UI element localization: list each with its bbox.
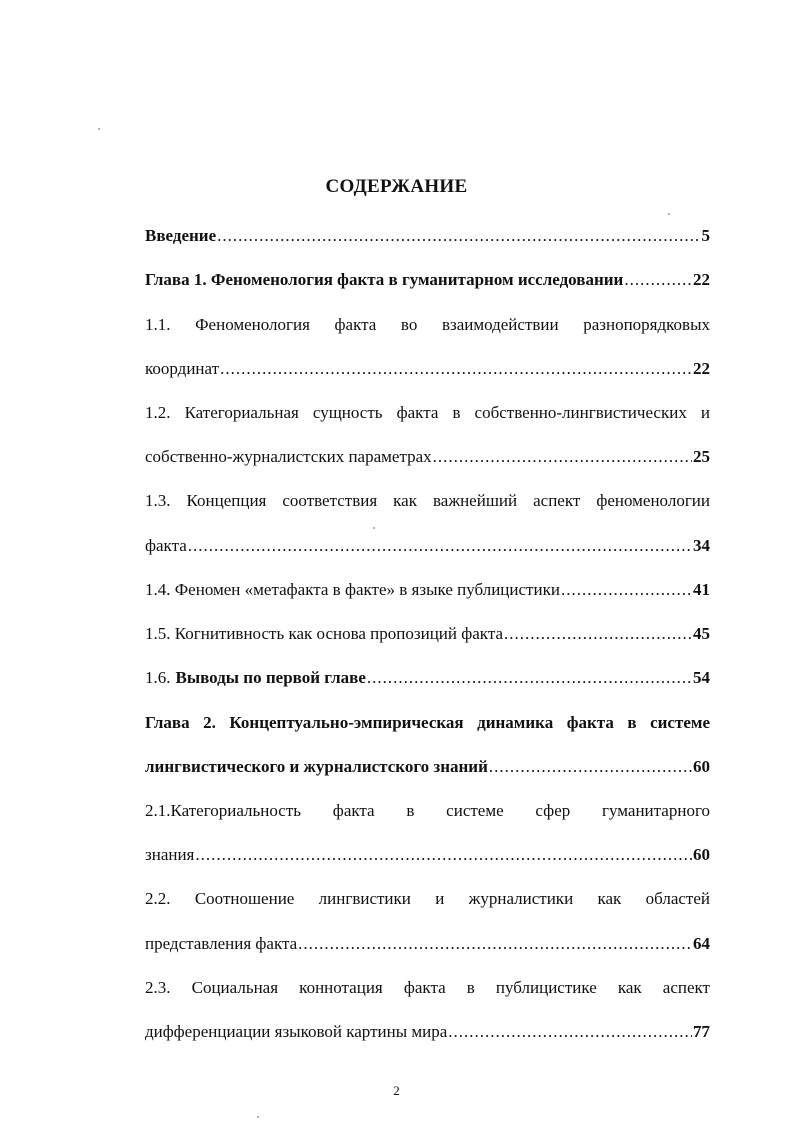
toc-entry-1-6 [145,666,710,690]
leader-dots [220,357,692,381]
toc-entry-chapter-2-page: 60 [693,757,710,776]
leader-dots [298,932,692,956]
leader-dots [448,1020,692,1044]
toc-entry-chapter-2 [145,755,710,779]
toc-entry-intro-page: 5 [701,226,710,245]
page-number: 2 [393,1083,400,1098]
toc-entry-1-1-line2: координат [145,359,220,378]
toc-entry-2-1 [145,843,710,867]
leader-dots [489,755,692,779]
toc-entry-1-5-page: 45 [693,624,710,643]
toc-entry-2-3-line1: 2.3. Социальная коннотация факта в публицистике как аспект [145,978,710,997]
toc-entry-chapter-1-text: Глава 1. Феноменология факта в гуманитарном исследовании [145,270,624,289]
toc-entry-1-2-line1: 1.2. Категориальная сущность факта в собственно-лингвистических и [145,403,710,422]
toc-entry-1-3 [145,534,710,558]
toc-entry-1-5 [145,622,710,646]
scan-speck [373,527,375,529]
toc-entry-2-2-page: 64 [693,934,710,953]
leader-dots [504,622,692,646]
leader-dots [433,445,692,469]
toc-entry-1-4-page: 41 [693,580,710,599]
toc-entry-2-2 [145,932,710,956]
scan-speck [98,128,100,130]
toc-entry-1-1-line1: 1.1. Феноменология факта во взаимодействии разнопорядковых [145,315,710,334]
toc-entry-1-3-line1: 1.3. Концепция соответствия как важнейший аспект феноменологии [145,491,710,510]
toc-entry-1-6-page: 54 [693,668,710,687]
scan-speck [668,213,670,215]
toc-entry-1-3-line2: факта [145,536,187,555]
leader-dots [195,843,692,867]
toc-entry-1-1 [145,357,710,381]
leader-dots [561,578,692,602]
toc-entry-2-3-line2: дифференциации языковой картины мира [145,1022,448,1041]
toc-entry-1-2-line2: собственно-журналистских параметрах [145,447,432,466]
toc-entry-2-2-line1: 2.2. Соотношение лингвистики и журналистики как областей [145,889,710,908]
toc-entry-2-3-page: 77 [693,1022,710,1041]
toc-entry-1-4 [145,578,710,602]
toc-entry-chapter-2-line2: лингвистического и журналистского знаний [145,757,488,776]
leader-dots [188,534,692,558]
toc-entry-1-2-page: 25 [693,447,710,466]
toc-entry-intro [145,224,710,248]
toc-entry-1-6-text: Выводы по первой главе [175,668,366,687]
leader-dots [217,224,700,248]
scan-speck [257,1116,259,1118]
toc-entry-2-1-line2: знания [145,845,195,864]
toc-entry-2-3 [145,1020,710,1044]
toc-title: СОДЕРЖАНИЕ [325,176,468,197]
toc-entry-2-1-page: 60 [693,845,710,864]
leader-dots [367,666,692,690]
toc-entry-intro-text: Введение [145,226,217,245]
toc-entry-chapter-1-page: 22 [693,270,710,289]
leader-dots [624,268,692,292]
toc-entry-1-2 [145,445,710,469]
toc-entry-2-2-line2: представления факта [145,934,298,953]
toc-entry-1-6-number: 1.6. [145,668,171,687]
toc-entry-1-1-page: 22 [693,359,710,378]
toc-entry-1-5-text: 1.5. Когнитивность как основа пропозиций факта [145,624,504,643]
toc-entry-2-1-line1: 2.1.Категориальность факта в системе сфер гуманитарного [145,801,710,820]
toc-entry-1-3-page: 34 [693,536,710,555]
toc-entry-chapter-2-line1: Глава 2. Концептуально-эмпирическая динамика факта в системе [145,713,710,732]
toc-entry-1-4-text: 1.4. Феномен «метафакта в факте» в языке публицистики [145,580,560,599]
toc-entry-chapter-1 [145,268,710,292]
